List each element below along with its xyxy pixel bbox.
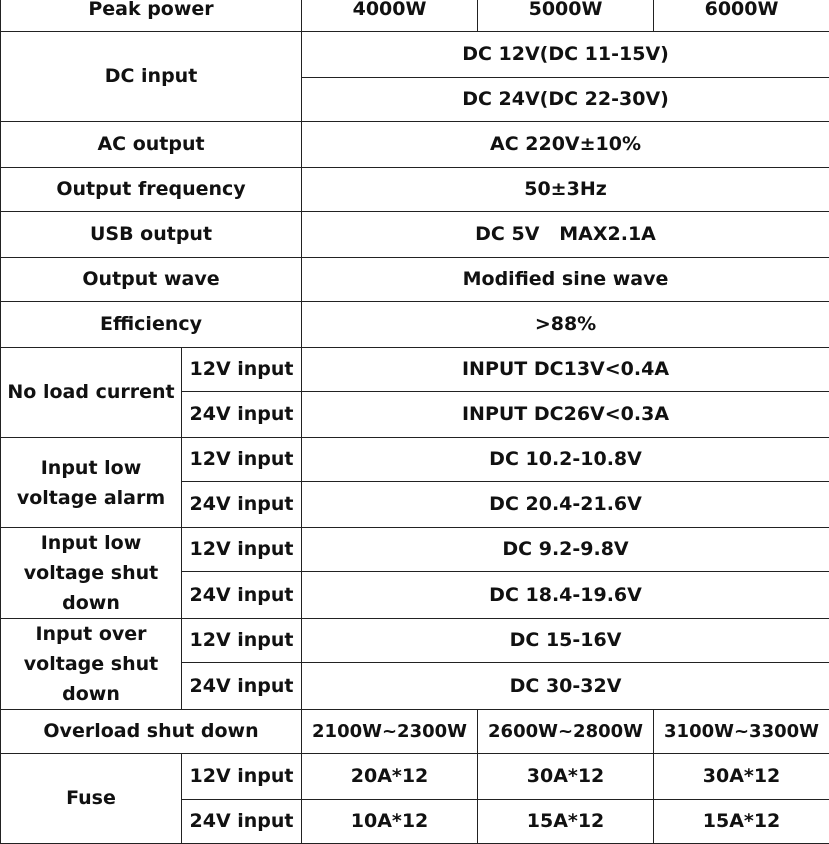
fuse-12v-4000: 20A*12 <box>302 754 478 800</box>
low-voltage-shutdown-12v: DC 9.2-9.8V <box>302 528 829 572</box>
peak-power-4000: 4000W <box>302 0 478 32</box>
input-label-24v: 24V input <box>182 800 302 844</box>
usb-output-value: DC 5V MAX2.1A <box>302 212 829 258</box>
over-voltage-shutdown-24v: DC 30-32V <box>302 663 829 710</box>
row-low-shutdown-12 <box>1 528 829 572</box>
peak-power-5000: 5000W <box>478 0 654 32</box>
overload-shutdown-6000: 3100W~3300W <box>654 710 829 754</box>
ac-output-label: AC output <box>1 122 302 168</box>
peak-power-label: Peak power <box>1 0 302 32</box>
row-usb-output <box>1 212 829 258</box>
row-overload-shutdown <box>1 710 829 754</box>
row-dc-input-12 <box>1 32 829 78</box>
row-low-alarm-12 <box>1 438 829 482</box>
row-efficiency <box>1 302 829 348</box>
input-label-24v: 24V input <box>182 663 302 710</box>
no-load-current-label: No load current <box>1 348 182 438</box>
dc-input-24v: DC 24V(DC 22-30V) <box>302 78 829 122</box>
input-label-12v: 12V input <box>182 438 302 482</box>
over-voltage-shutdown-label: Input over voltage shut down <box>1 619 182 710</box>
peak-power-6000: 6000W <box>654 0 829 32</box>
no-load-current-24v: INPUT DC26V<0.3A <box>302 392 829 438</box>
input-label-24v: 24V input <box>182 482 302 528</box>
overload-shutdown-label: Overload shut down <box>1 710 302 754</box>
row-peak-power <box>1 0 829 32</box>
input-label-12v: 12V input <box>182 348 302 392</box>
row-no-load-12 <box>1 348 829 392</box>
row-over-shutdown-12 <box>1 619 829 663</box>
row-output-wave <box>1 258 829 302</box>
row-fuse-12 <box>1 754 829 800</box>
low-voltage-alarm-label: Input low voltage alarm <box>1 438 182 528</box>
overload-shutdown-5000: 2600W~2800W <box>478 710 654 754</box>
output-wave-label: Output wave <box>1 258 302 302</box>
overload-shutdown-4000: 2100W~2300W <box>302 710 478 754</box>
row-output-frequency <box>1 168 829 212</box>
output-frequency-value: 50±3Hz <box>302 168 829 212</box>
efficiency-label: Efficiency <box>1 302 302 348</box>
over-voltage-shutdown-12v: DC 15-16V <box>302 619 829 663</box>
input-label-24v: 24V input <box>182 572 302 619</box>
low-voltage-shutdown-24v: DC 18.4-19.6V <box>302 572 829 619</box>
output-frequency-label: Output frequency <box>1 168 302 212</box>
efficiency-value: >88% <box>302 302 829 348</box>
fuse-label: Fuse <box>1 754 182 844</box>
low-voltage-alarm-12v: DC 10.2-10.8V <box>302 438 829 482</box>
low-voltage-shutdown-label: Input low voltage shut down <box>1 528 182 619</box>
ac-output-value: AC 220V±10% <box>302 122 829 168</box>
fuse-24v-5000: 15A*12 <box>478 800 654 844</box>
input-label-24v: 24V input <box>182 392 302 438</box>
fuse-12v-5000: 30A*12 <box>478 754 654 800</box>
fuse-24v-6000: 15A*12 <box>654 800 829 844</box>
dc-input-label: DC input <box>1 32 302 122</box>
row-ac-output <box>1 122 829 168</box>
usb-output-label: USB output <box>1 212 302 258</box>
fuse-12v-6000: 30A*12 <box>654 754 829 800</box>
no-load-current-12v: INPUT DC13V<0.4A <box>302 348 829 392</box>
input-label-12v: 12V input <box>182 528 302 572</box>
input-label-12v: 12V input <box>182 619 302 663</box>
input-label-12v: 12V input <box>182 754 302 800</box>
fuse-24v-4000: 10A*12 <box>302 800 478 844</box>
output-wave-value: Modified sine wave <box>302 258 829 302</box>
dc-input-12v: DC 12V(DC 11-15V) <box>302 32 829 78</box>
low-voltage-alarm-24v: DC 20.4-21.6V <box>302 482 829 528</box>
